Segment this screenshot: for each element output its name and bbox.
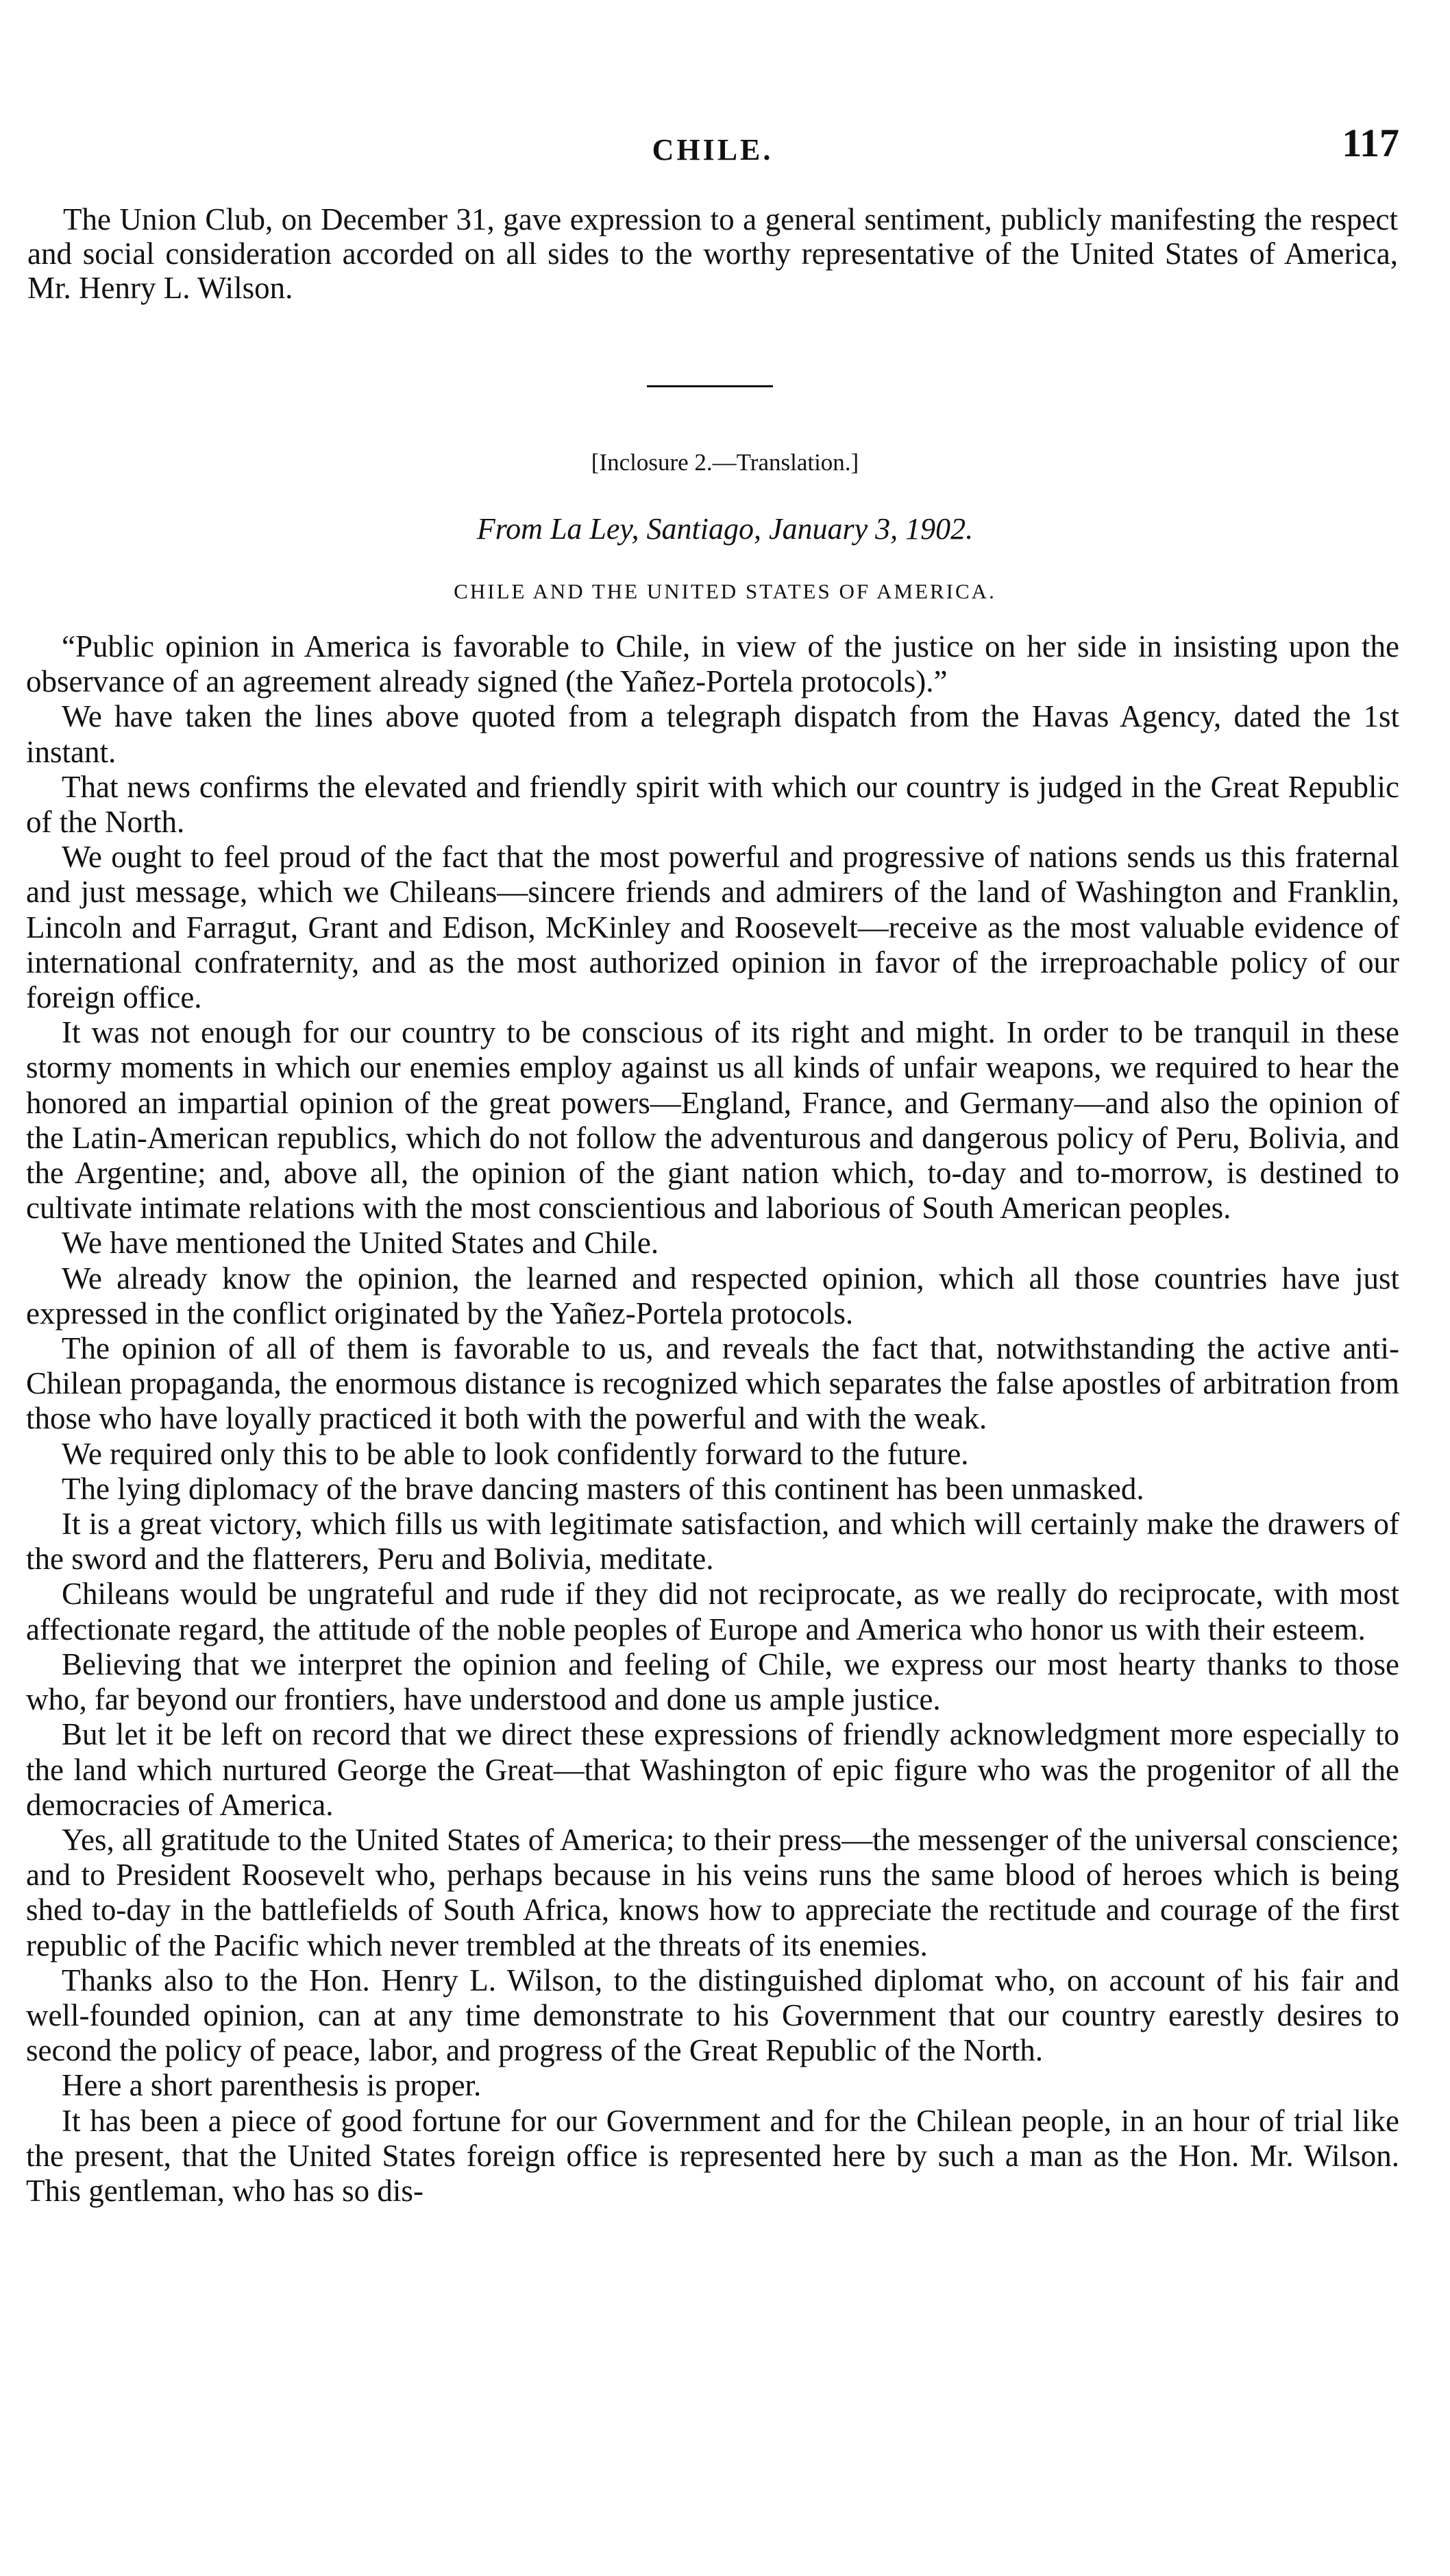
paragraph: We required only this to be able to look confidently forward to the future.: [62, 1436, 969, 1471]
source-line: From La Ley, Santiago, January 3, 1902.: [476, 512, 974, 546]
running-title: CHILE.: [652, 133, 774, 167]
paragraph: It is a great victory, which fills us with legitimate satisfaction, and which will certainly make the drawers of the sword and the flatterers, Peru and Bolivia, meditate.: [26, 1507, 1399, 1577]
article-body: [26, 629, 1399, 2209]
paragraph: Chileans would be ungrateful and rude if they did not reciprocate, as we really do reciprocate, with most affectionate regard, the attitude of the noble peoples of Europe and America who honor us with their esteem.: [26, 1577, 1399, 1647]
paragraph: We already know the opinion, the learned and respected opinion, which all those countries have just expressed in the conflict originated by the Yañez-Portela protocols.: [26, 1261, 1399, 1330]
inclosure-label: [Inclosure 2.—Translation.]: [591, 449, 859, 476]
paragraph: The lying diplomacy of the brave dancing masters of this continent has been unmasked.: [62, 1471, 1144, 1506]
running-head: [27, 120, 1398, 168]
paragraph: Believing that we interpret the opinion and feeling of Chile, we express our most hearty thanks to those who, far beyond our frontiers, have understood and done us ample justice.: [26, 1647, 1399, 1717]
paragraph: It has been a piece of good fortune for our Government and for the Chilean people, in an hour of trial like the present, that the United States foreign office is represented here by such a man as the Hon. Mr. Wilson. This gentleman, who has so dis-: [26, 2103, 1399, 2208]
section-heading: CHILE AND THE UNITED STATES OF AMERICA.: [454, 579, 996, 603]
paragraph: “Public opinion in America is favorable to Chile, in view of the justice on her side in insisting upon the observance of an agreement already signed (the Yañez-Portela protocols).”: [26, 629, 1399, 699]
paragraph: We have mentioned the United States and Chile.: [62, 1226, 659, 1261]
lead-paragraph: The Union Club, on December 31, gave expression to a general sentiment, publicly manifesting the respect and social consideration accorded on all sides to the worthy representative of the United States of America, Mr. Henry L. Wilson.: [27, 202, 1398, 305]
page-number: 117: [1342, 121, 1399, 165]
paragraph: Here a short parenthesis is proper.: [62, 2068, 482, 2103]
paragraph: But let it be left on record that we direct these expressions of friendly acknowledgment more especially to the land which nurtured George the Great—that Washington of epic figure who was the progenitor of all the democracies of America.: [26, 1717, 1399, 1822]
paragraph: That news confirms the elevated and friendly spirit with which our country is judged in the Great Republic of the North.: [26, 769, 1399, 840]
paragraph: It was not enough for our country to be conscious of its right and might. In order to be tranquil in these stormy moments in which our enemies employ against us all kinds of unfair weapons, we required to hear the honored an impartial opinion of the great powers—England, France, and Germany—and also the opinion of the Latin-American republics, which do not follow the adventurous and dangerous policy of Peru, Bolivia, and the Argentine; and, above all, the opinion of the giant nation which, to-day and to-morrow, is destined to cultivate intimate relations with the most conscientious and laborious of South American peoples.: [26, 1015, 1399, 1226]
paragraph: Yes, all gratitude to the United States of America; to their press—the messenger of the universal conscience; and to President Roosevelt who, perhaps because in his veins runs the same blood of heroes which is being shed to-day in the battlefields of South Africa, knows how to appreciate the rectitude and courage of the first republic of the Pacific which never trembled at the threats of its enemies.: [26, 1822, 1399, 1963]
paragraph: The opinion of all of them is favorable to us, and reveals the fact that, notwithstanding the active anti-Chilean propaganda, the enormous distance is recognized which separates the false apostles of arbitration from those who have loyally practiced it both with the powerful and with the weak.: [26, 1331, 1399, 1436]
section-divider: [647, 385, 773, 387]
paragraph: Thanks also to the Hon. Henry L. Wilson, to the distinguished diplomat who, on account of his fair and well-founded opinion, can at any time demonstrate to his Government that our country earestly desires to second the policy of peace, labor, and progress of the Great Republic of the North.: [26, 1963, 1399, 2068]
paragraph: We have taken the lines above quoted from a telegraph dispatch from the Havas Agency, dated the 1st instant.: [26, 699, 1399, 769]
paragraph: We ought to feel proud of the fact that the most powerful and progressive of nations sends us this fraternal and just message, which we Chileans—sincere friends and admirers of the land of Washington and Franklin, Lincoln and Farragut, Grant and Edison, McKinley and Roosevelt—receive as the most valuable evidence of international confraternity, and as the most authorized opinion in favor of the irreproachable policy of our foreign office.: [26, 840, 1399, 1015]
